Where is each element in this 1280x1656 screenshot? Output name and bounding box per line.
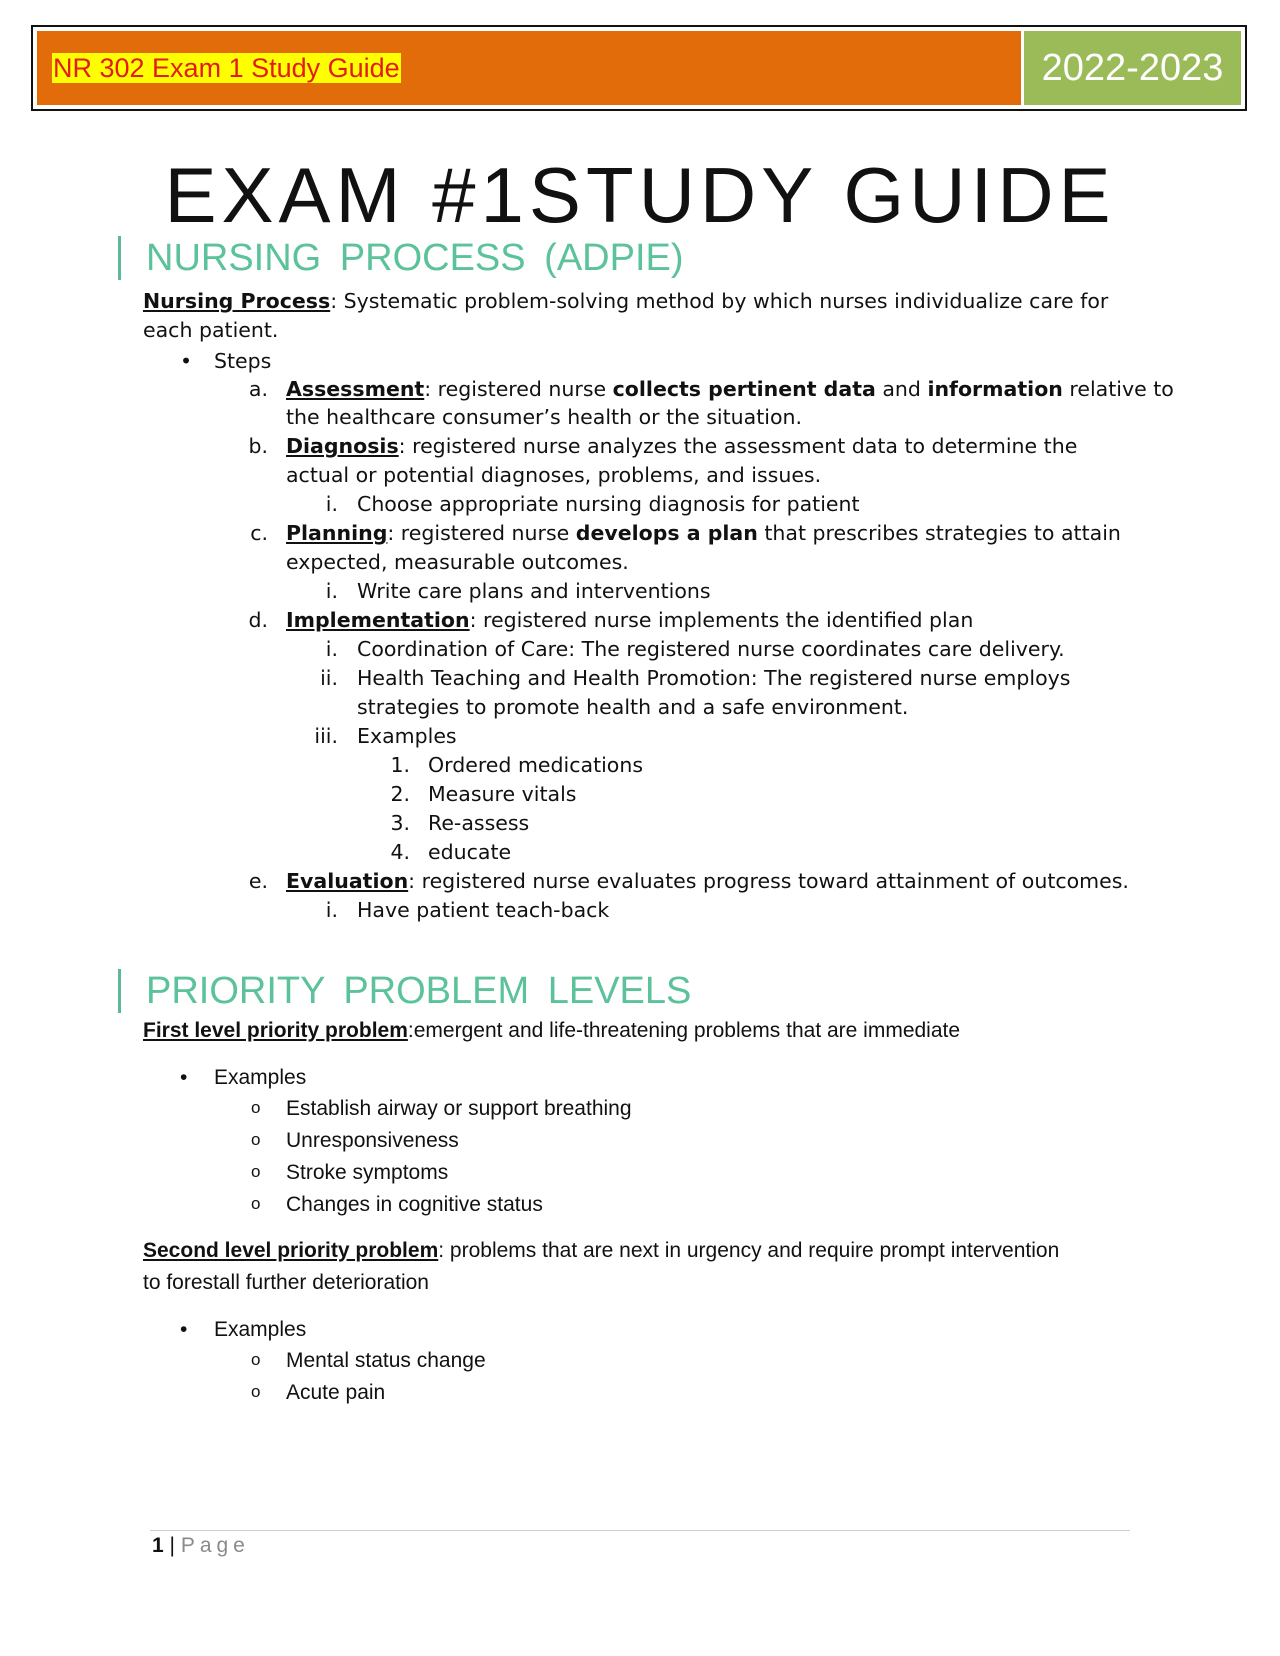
circle-bullet-icon: o (251, 1194, 261, 1213)
list-item: Acute pain (286, 1381, 386, 1404)
step-assessment-line-2: the healthcare consumer’s health or the situation. (286, 405, 803, 429)
step-planning-bold: develops a plan (575, 521, 758, 545)
step-implementation-sub2-line-2: strategies to promote health and a safe environment. (357, 695, 909, 719)
banner-left-panel (37, 31, 1021, 105)
example-marker: 4. (390, 840, 410, 864)
step-assessment-text-3: relative to (1062, 377, 1174, 401)
step-evaluation (286, 869, 1129, 893)
steps-label: Steps (214, 349, 272, 373)
step-evaluation-text: : registered nurse evaluates progress toward attainment of outcomes. (408, 869, 1129, 893)
example-marker: 2. (390, 782, 410, 806)
step-assessment-bold-2: information (927, 377, 1063, 401)
step-diagnosis (286, 434, 1077, 458)
first-level-examples-label: Examples (214, 1066, 307, 1089)
bullet-icon: • (180, 1318, 188, 1341)
page-number: 1 (152, 1534, 164, 1557)
step-diagnosis-line-2: actual or potential diagnoses, problems, and issues. (286, 463, 822, 487)
definition-term: Nursing Process (143, 289, 331, 313)
list-item: Re-assess (428, 811, 530, 835)
step-assessment-text-2: and (875, 377, 928, 401)
step-c-marker: c. (250, 521, 268, 545)
step-planning (286, 521, 1121, 545)
page-word: Page (180, 1534, 250, 1557)
second-level-definition (143, 1239, 1059, 1263)
step-d-marker: d. (248, 608, 268, 632)
step-implementation-sub2: Health Teaching and Health Promotion: The registered nurse employs (357, 666, 1071, 690)
first-level-term: First level priority problem (143, 1019, 408, 1042)
list-item: Ordered medications (428, 753, 644, 777)
list-item: educate (428, 840, 512, 864)
step-implementation-sub3-marker: iii. (314, 724, 338, 748)
page-footer (152, 1534, 250, 1558)
bullet-icon: • (180, 349, 193, 373)
header-banner (31, 25, 1247, 111)
page-separator: | (163, 1534, 181, 1557)
footer-divider (150, 1530, 1130, 1531)
step-e-marker: e. (248, 869, 268, 893)
circle-bullet-icon: o (251, 1350, 261, 1369)
page-title: EXAM #1STUDY GUIDE (164, 151, 1116, 239)
circle-bullet-icon: o (251, 1162, 261, 1181)
step-assessment-term: Assessment (286, 377, 425, 401)
step-diagnosis-text: : registered nurse analyzes the assessment data to determine the (398, 434, 1078, 458)
step-evaluation-sub: Have patient teach-back (357, 898, 610, 922)
step-assessment-bold-1: collects pertinent data (612, 377, 876, 401)
list-item: Establish airway or support breathing (286, 1097, 632, 1120)
second-level-term: Second level priority problem (143, 1239, 439, 1262)
list-item: Measure vitals (428, 782, 577, 806)
step-planning-line-2: expected, measurable outcomes. (286, 550, 629, 574)
step-evaluation-sub-marker: i. (325, 898, 338, 922)
step-evaluation-term: Evaluation (286, 869, 409, 893)
definition-line-1 (143, 289, 1108, 313)
circle-bullet-icon: o (251, 1098, 261, 1117)
step-implementation-sub2-marker: ii. (320, 666, 338, 690)
first-level-definition (143, 1019, 960, 1043)
bullet-icon: • (180, 1066, 188, 1089)
step-implementation-sub3: Examples (357, 724, 457, 748)
step-planning-term: Planning (286, 521, 388, 545)
step-assessment (286, 377, 1174, 401)
step-a-marker: a. (248, 377, 268, 401)
list-item: Changes in cognitive status (286, 1193, 543, 1216)
example-marker: 1. (390, 753, 410, 777)
example-marker: 3. (390, 811, 410, 835)
second-level-text: : problems that are next in urgency and require prompt intervention (438, 1239, 1060, 1262)
list-item: Stroke symptoms (286, 1161, 449, 1184)
step-implementation-text: : registered nurse implements the identified plan (469, 608, 974, 632)
circle-bullet-icon: o (251, 1130, 261, 1149)
step-b-marker: b. (248, 434, 268, 458)
step-implementation-sub1: Coordination of Care: The registered nurse coordinates care delivery. (357, 637, 1065, 661)
definition-text: : Systematic problem-solving method by which nurses individualize care for (330, 289, 1109, 313)
course-title: NR 302 Exam 1 Study Guide (53, 53, 400, 83)
section-heading-nursing-process: NURSING PROCESS (ADPIE) (118, 236, 684, 280)
step-diagnosis-sub: Choose appropriate nursing diagnosis for patient (357, 492, 860, 516)
step-planning-sub: Write care plans and interventions (357, 579, 711, 603)
definition-line-2: each patient. (143, 318, 279, 342)
step-planning-text-1: : registered nurse (387, 521, 576, 545)
step-implementation-term: Implementation (286, 608, 470, 632)
banner-year: 2022-2023 (1024, 31, 1241, 105)
first-level-text: :emergent and life-threatening problems that are immediate (407, 1019, 961, 1042)
step-diagnosis-sub-marker: i. (325, 492, 338, 516)
second-level-definition-line-2: to forestall further deterioration (143, 1271, 429, 1294)
circle-bullet-icon: o (251, 1382, 261, 1401)
list-item: Unresponsiveness (286, 1129, 459, 1152)
step-planning-sub-marker: i. (325, 579, 338, 603)
step-implementation (286, 608, 973, 632)
section-heading-priority-levels: PRIORITY PROBLEM LEVELS (118, 969, 691, 1013)
step-planning-text-2: that prescribes strategies to attain (757, 521, 1121, 545)
list-item: Mental status change (286, 1349, 486, 1372)
step-implementation-sub1-marker: i. (325, 637, 338, 661)
second-level-examples-label: Examples (214, 1318, 307, 1341)
step-diagnosis-term: Diagnosis (286, 434, 399, 458)
step-assessment-text-1: : registered nurse (424, 377, 613, 401)
